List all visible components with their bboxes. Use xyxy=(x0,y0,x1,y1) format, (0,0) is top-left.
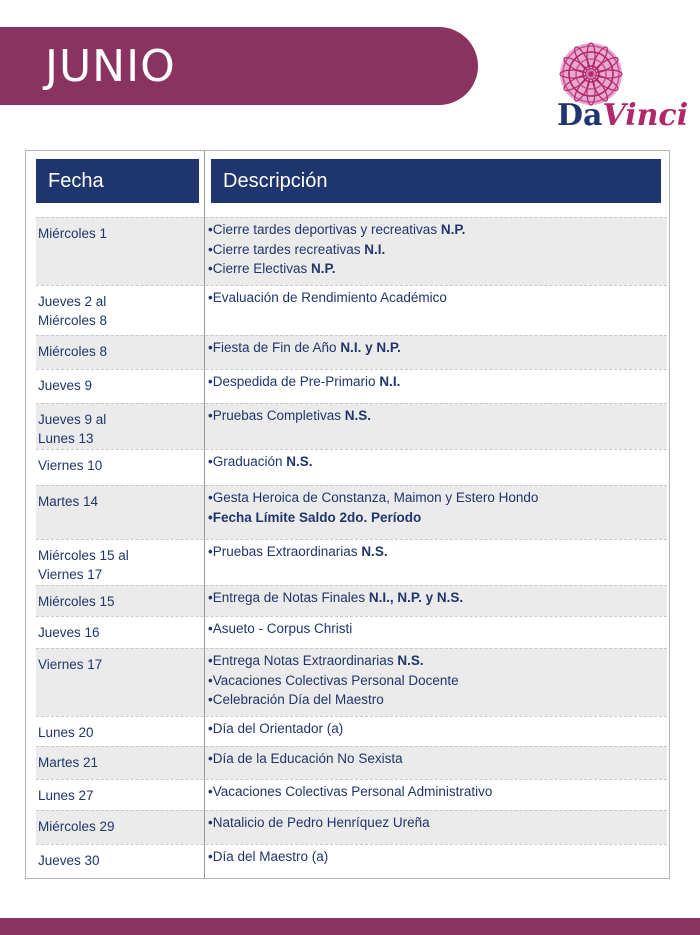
line-text: •Celebración Día del Maestro xyxy=(208,692,384,707)
table-row xyxy=(36,746,667,779)
line-text: •Pruebas Completivas xyxy=(208,408,345,423)
row-date: Martes 21 xyxy=(38,755,99,770)
description-line xyxy=(208,749,666,769)
description-line xyxy=(208,847,666,867)
description-line xyxy=(208,240,666,260)
row-description xyxy=(208,749,666,769)
row-date: Jueves 9 al Lunes 13 xyxy=(38,412,107,446)
line-text: •Día de la Educación No Sexista xyxy=(208,751,403,766)
line-text: •Cierre tardes deportivas y recreativas xyxy=(208,222,441,237)
line-text: •Cierre tardes recreativas xyxy=(208,241,365,257)
row-description xyxy=(208,719,666,739)
line-text: •Fiesta de Fin de Año xyxy=(208,340,341,355)
description-line xyxy=(208,651,666,671)
line-level: N.I. xyxy=(364,241,386,257)
logo-vinci: Vinci xyxy=(602,98,689,133)
month-banner xyxy=(0,27,478,105)
row-description xyxy=(208,338,666,358)
row-description xyxy=(208,452,666,472)
description-line xyxy=(208,588,666,608)
logo-wordmark xyxy=(557,96,688,136)
line-text: •Natalicio de Pedro Henríquez Ureña xyxy=(208,815,430,830)
footer-bar xyxy=(0,918,700,935)
description-line xyxy=(208,406,666,426)
table-row xyxy=(36,403,667,449)
line-level: N.S. xyxy=(344,408,372,423)
row-date: Miércoles 29 xyxy=(38,819,115,834)
table-row xyxy=(36,335,667,369)
description-line xyxy=(208,690,666,710)
header-descripcion: Descripción xyxy=(211,159,661,203)
line-text: •Asueto - Corpus Christi xyxy=(208,621,353,636)
table-row xyxy=(36,844,667,877)
description-line xyxy=(208,671,666,691)
line-text: •Entrega Notas Extraordinarias xyxy=(208,653,398,668)
column-divider xyxy=(204,151,205,878)
row-description xyxy=(208,542,666,562)
table-row xyxy=(36,449,667,485)
line-level: N.P. xyxy=(311,261,336,276)
row-date: Jueves 16 xyxy=(38,625,100,640)
line-text: •Pruebas Extraordinarias xyxy=(208,544,362,559)
row-description xyxy=(208,406,666,426)
row-description xyxy=(208,588,666,608)
row-date: Lunes 20 xyxy=(38,725,94,740)
table-row xyxy=(36,648,667,716)
row-description xyxy=(208,488,666,527)
davinci-logo xyxy=(553,40,689,144)
row-date: Martes 14 xyxy=(38,494,99,509)
description-line xyxy=(208,542,666,562)
line-text: •Día del Maestro (a) xyxy=(208,849,329,864)
description-line xyxy=(208,338,666,358)
table-row xyxy=(36,539,667,585)
description-line xyxy=(208,488,666,508)
description-line xyxy=(208,619,666,639)
row-description xyxy=(208,220,666,279)
row-date: Miércoles 8 xyxy=(38,344,108,359)
table-row xyxy=(36,285,667,335)
line-text: •Vacaciones Colectivas Personal Administrativo xyxy=(208,784,493,799)
description-line xyxy=(208,508,666,528)
description-line xyxy=(208,372,666,392)
description-line xyxy=(208,220,666,240)
row-description xyxy=(208,651,666,710)
page-title: JUNIO xyxy=(45,41,176,92)
line-level: N.S. xyxy=(361,544,388,559)
line-text: •Evaluación de Rendimiento Académico xyxy=(208,290,447,305)
header-fecha: Fecha xyxy=(36,159,199,203)
description-line xyxy=(208,813,666,833)
table-row xyxy=(36,716,667,746)
description-line xyxy=(208,782,666,802)
table-row xyxy=(36,369,667,403)
table-row xyxy=(36,616,667,648)
table-row xyxy=(36,779,667,810)
row-date: Viernes 17 xyxy=(38,657,103,672)
line-text: •Entrega de Notas Finales xyxy=(208,590,369,605)
line-text: •Cierre Electivas xyxy=(208,261,312,276)
table-row xyxy=(36,485,667,539)
row-description xyxy=(208,813,666,833)
line-level: N.I. xyxy=(379,374,401,389)
row-date: Jueves 9 xyxy=(38,378,93,393)
table-row xyxy=(36,217,667,285)
description-line xyxy=(208,452,666,472)
table-row xyxy=(36,810,667,844)
schedule-table xyxy=(25,150,670,879)
row-date: Lunes 27 xyxy=(38,788,94,803)
row-date: Miércoles 15 al Viernes 17 xyxy=(38,548,129,582)
line-text: •Vacaciones Colectivas Personal Docente xyxy=(208,672,459,688)
line-text: •Día del Orientador (a) xyxy=(208,721,344,736)
row-date: Viernes 10 xyxy=(38,458,103,473)
row-description xyxy=(208,782,666,802)
description-line xyxy=(208,288,666,308)
table-row xyxy=(36,585,667,616)
logo-da: Da xyxy=(557,98,603,133)
row-description xyxy=(208,847,666,867)
line-level: N.P. xyxy=(440,222,466,237)
row-date: Miércoles 15 xyxy=(38,594,115,609)
row-date: Jueves 30 xyxy=(38,853,100,868)
line-text: •Gesta Heroica de Constanza, Maimon y Estero Hondo xyxy=(208,490,539,505)
line-level: N.I. y N.P. xyxy=(340,340,401,355)
line-level: N.S. xyxy=(397,653,424,668)
line-level: N.I., N.P. y N.S. xyxy=(368,590,464,605)
row-description xyxy=(208,288,666,308)
description-line xyxy=(208,719,666,739)
description-line xyxy=(208,259,666,279)
line-level: N.S. xyxy=(286,454,313,469)
row-description xyxy=(208,372,666,392)
line-text: •Graduación xyxy=(208,454,287,469)
row-date: Miércoles 1 xyxy=(38,226,108,241)
line-text: •Despedida de Pre-Primario xyxy=(208,374,380,389)
row-date: Jueves 2 al Miércoles 8 xyxy=(38,294,108,328)
line-level: •Fecha Límite Saldo 2do. Período xyxy=(208,509,422,525)
row-description xyxy=(208,619,666,639)
